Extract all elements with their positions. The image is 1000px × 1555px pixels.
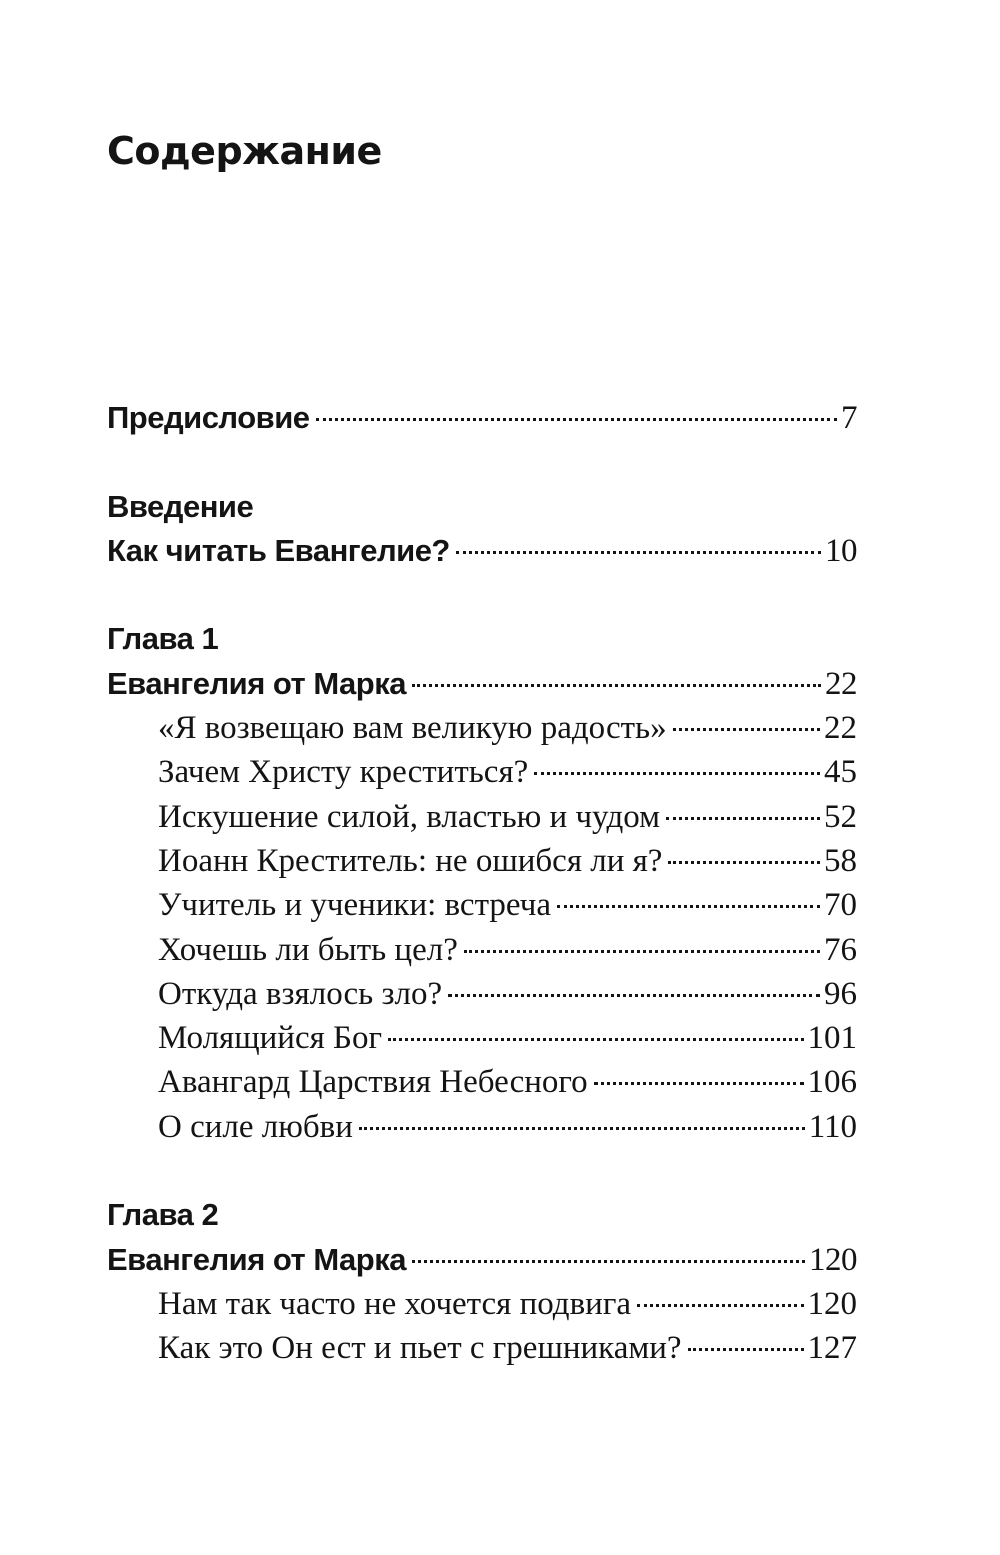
spacer	[107, 573, 857, 617]
dot-leader	[673, 728, 820, 731]
dot-leader	[448, 994, 820, 997]
toc-subentry-label: Иоанн Креститель: не ошибся ли я?	[158, 842, 663, 879]
toc-subentry[interactable]	[107, 839, 857, 883]
table-of-contents	[107, 396, 857, 1371]
toc-subentry[interactable]	[107, 1060, 857, 1104]
dot-leader	[412, 684, 821, 687]
toc-subentry-label: Нам так часто не хочется подвига	[158, 1285, 632, 1322]
toc-subentry[interactable]	[107, 750, 857, 794]
toc-subentry-label: Искушение силой, властью и чудом	[158, 798, 661, 835]
chapter-heading-label: Глава 1	[107, 621, 219, 657]
toc-subentry[interactable]	[107, 795, 857, 839]
toc-section-heading	[107, 485, 857, 529]
toc-subentry[interactable]	[107, 1016, 857, 1060]
chapter-heading-label: Глава 2	[107, 1197, 219, 1233]
page-title: Содержание	[107, 129, 382, 173]
toc-subentry[interactable]	[107, 883, 857, 927]
toc-page-number: 127	[807, 1330, 857, 1367]
toc-entry-preface[interactable]	[107, 396, 857, 440]
toc-page-number: 120	[807, 1285, 857, 1322]
toc-page-number: 45	[824, 754, 857, 791]
toc-subentry[interactable]	[107, 928, 857, 972]
dot-leader	[594, 1082, 804, 1085]
toc-page-number: 52	[824, 798, 857, 835]
toc-page-number: 22	[824, 710, 857, 747]
dot-leader	[388, 1038, 803, 1041]
dot-leader	[456, 551, 821, 554]
toc-entry-introduction[interactable]	[107, 529, 857, 573]
dot-leader	[688, 1348, 804, 1351]
toc-subentry-label: Хочешь ли быть цел?	[158, 931, 458, 968]
toc-subentry-label: Как это Он ест и пьет с грешниками?	[158, 1330, 682, 1367]
toc-subentry-label: Молящийся Бог	[158, 1020, 383, 1057]
spacer	[107, 440, 857, 484]
dot-leader	[534, 772, 820, 775]
toc-page-number: 22	[825, 665, 857, 702]
toc-page-number: 10	[825, 532, 857, 569]
toc-page-number: 76	[824, 931, 857, 968]
toc-subentry[interactable]	[107, 1105, 857, 1149]
toc-page-number: 101	[807, 1020, 857, 1057]
toc-subentry[interactable]	[107, 1326, 857, 1370]
toc-page-number: 110	[808, 1108, 857, 1145]
toc-subentry-label: Авангард Царствия Небесного	[158, 1064, 588, 1101]
toc-subentry-label: О силе любви	[158, 1108, 353, 1145]
toc-entry-chapter1[interactable]	[107, 662, 857, 706]
spacer	[107, 1149, 857, 1193]
dot-leader	[359, 1127, 805, 1130]
toc-entry-label: Евангелия от Марка	[107, 1241, 406, 1277]
toc-entry-label: Как читать Евангелие?	[107, 532, 450, 568]
toc-subentry-label: Зачем Христу креститься?	[158, 754, 529, 791]
toc-page-number: 70	[824, 887, 857, 924]
toc-chapter-heading	[107, 1193, 857, 1237]
toc-entry-chapter2[interactable]	[107, 1238, 857, 1282]
toc-subentry-label: Учитель и ученики: встреча	[158, 887, 551, 924]
dot-leader	[316, 418, 837, 421]
section-heading-label: Введение	[107, 488, 254, 524]
dot-leader	[637, 1304, 803, 1307]
toc-page-number: 106	[807, 1064, 857, 1101]
dot-leader	[464, 950, 820, 953]
toc-entry-label: Предисловие	[107, 400, 310, 435]
toc-entry-label: Евангелия от Марка	[107, 665, 406, 701]
dot-leader	[668, 861, 820, 864]
toc-chapter-heading	[107, 617, 857, 661]
toc-subentry[interactable]	[107, 972, 857, 1016]
toc-page-number: 7	[841, 400, 857, 436]
toc-subentry[interactable]	[107, 1282, 857, 1326]
toc-subentry-label: «Я возвещаю вам великую радость»	[158, 710, 667, 747]
toc-page-number: 96	[824, 975, 857, 1012]
toc-subentry[interactable]	[107, 706, 857, 750]
dot-leader	[666, 817, 820, 820]
toc-page-number: 58	[824, 842, 857, 879]
toc-page-number: 120	[809, 1241, 857, 1278]
dot-leader	[412, 1260, 805, 1263]
dot-leader	[557, 905, 820, 908]
toc-subentry-label: Откуда взялось зло?	[158, 975, 443, 1012]
